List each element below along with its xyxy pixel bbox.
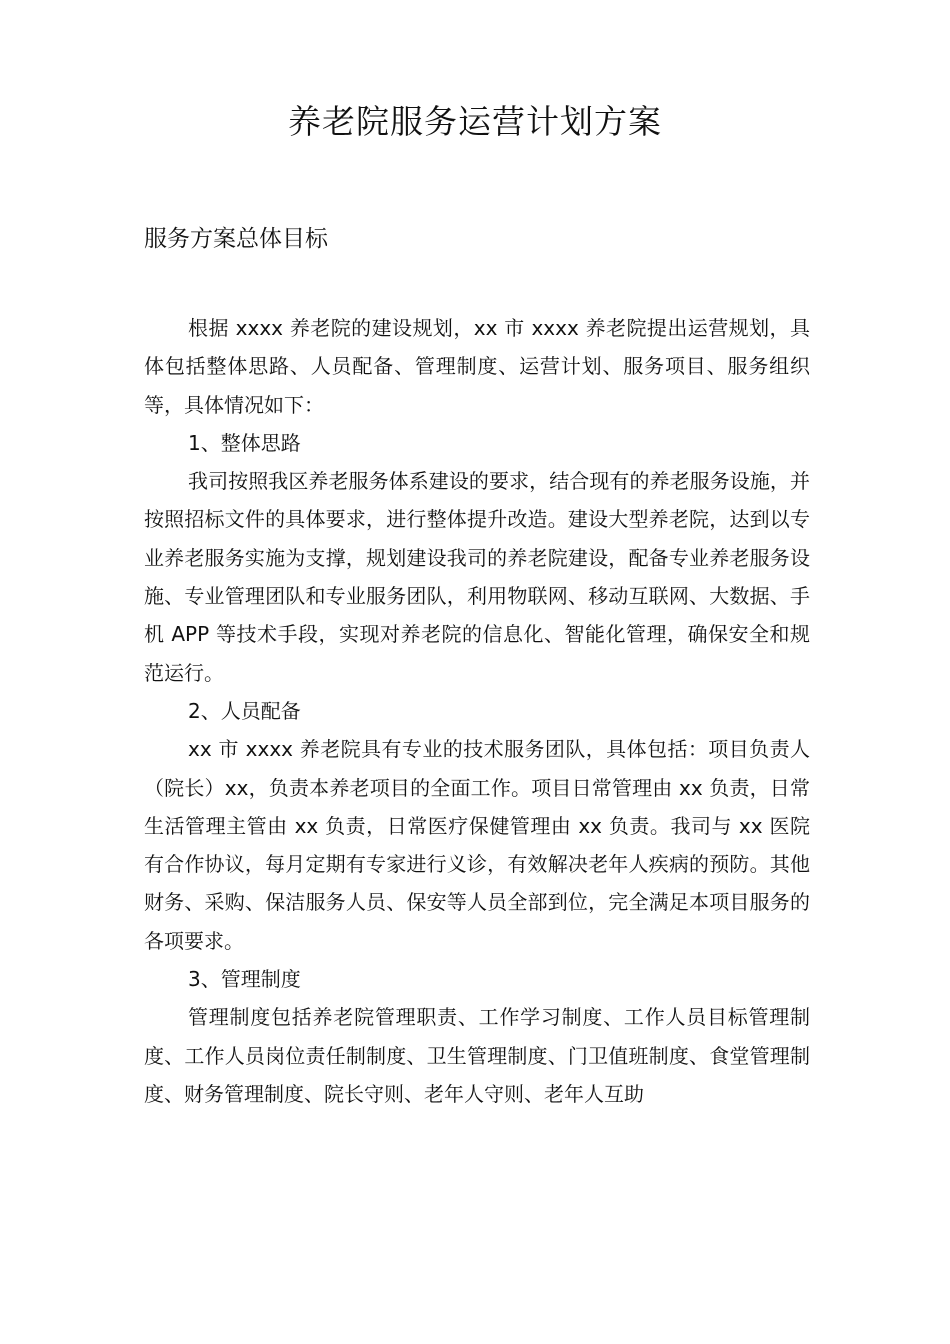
item-paragraph-overall-approach: 我司按照我区养老服务体系建设的要求，结合现有的养老服务设施，并按照招标文件的具体要求，进行整体提升改造。建设大型养老院，达到以专业养老服务实施为支撑，规划建设我司的养老院建设，配备专业养老服务设施、专业管理团队和专业服务团队，利用物联网、移动互联网、大数据、手机 APP 等技术手段，实现对养老院的信息化、智能化管理，确保安全和规范运行。 bbox=[144, 469, 810, 685]
item-heading-overall-approach: 1、整体思路 bbox=[188, 430, 301, 455]
item-heading-management-system: 3、管理制度 bbox=[188, 967, 301, 992]
item-heading-staffing: 2、人员配备 bbox=[188, 698, 301, 723]
document-title: 养老院服务运营计划方案 bbox=[288, 102, 662, 141]
item-paragraph-management-system: 管理制度包括养老院管理职责、工作学习制度、工作人员目标管理制度、工作人员岗位责任制制度、卫生管理制度、门卫值班制度、食堂管理制度、财务管理制度、院长守则、老年人守则、老年人互助 bbox=[144, 1005, 810, 1106]
document-body bbox=[144, 309, 810, 1113]
intro-paragraph: 根据 xxxx 养老院的建设规划，xx 市 xxxx 养老院提出运营规划，具体包括整体思路、人员配备、管理制度、运营计划、服务项目、服务组织等，具体情况如下： bbox=[144, 316, 810, 417]
section-heading: 服务方案总体目标 bbox=[144, 226, 328, 252]
item-paragraph-staffing: xx 市 xxxx 养老院具有专业的技术服务团队，具体包括：项目负责人（院长）xx，负责本养老项目的全面工作。项目日常管理由 xx 负责，日常生活管理主管由 xx 负责，日常医疗保健管理由 xx 负责。我司与 xx 医院有合作协议，每月定期有专家进行义诊，有效解决老年人疾病的预防。其他财务、采购、保洁服务人员、保安等人员全部到位，完全满足本项目服务的各项要求。 bbox=[144, 737, 810, 953]
